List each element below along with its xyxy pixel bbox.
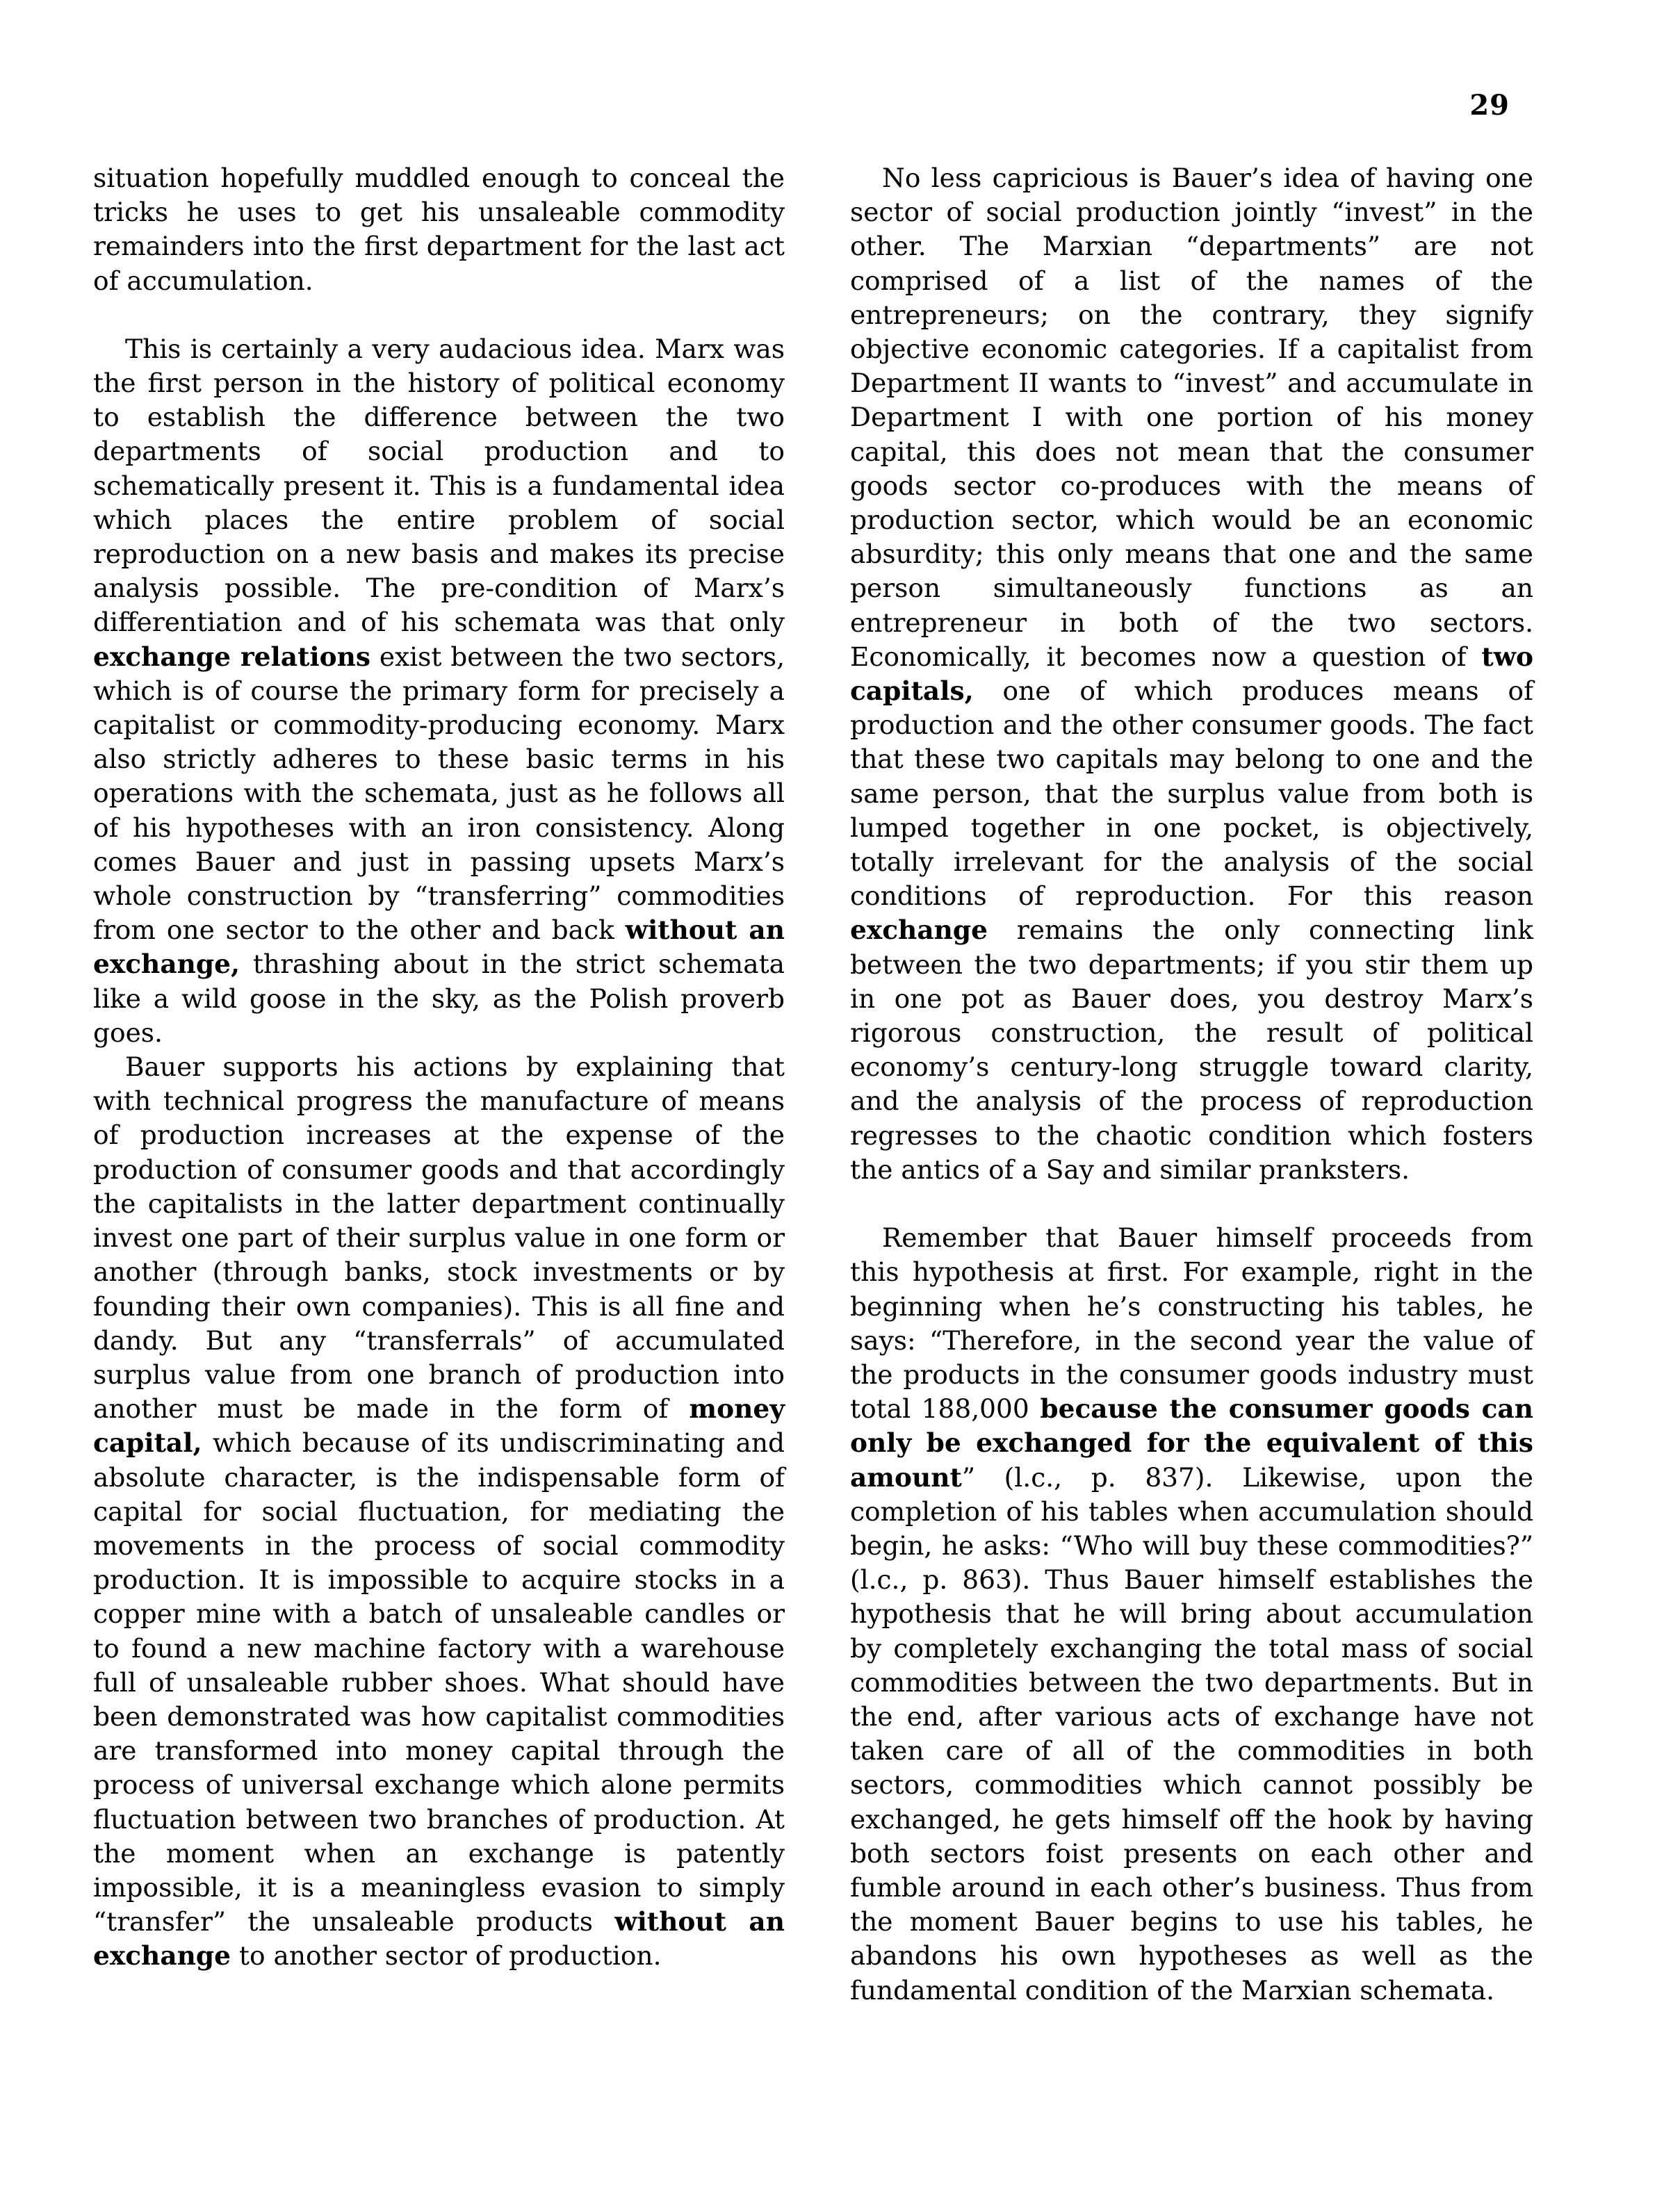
left-column xyxy=(93,161,785,1974)
bold-text-run: exchange xyxy=(850,915,988,946)
page-number: 29 xyxy=(1469,89,1510,122)
text-run: Bauer supports his actions by explaining that with technical progress the manufacture of means of production increases at the expense of the production of consumer goods and that accordingly the capitalists in the latter department continually invest one part of their surplus value in one form or another (through banks, stock investments or by founding their own companies). This is all fine and dandy. But any “transferrals” of accumulated surplus value from one branch of production into another must be made in the form of xyxy=(93,1051,785,1425)
text-run: remains the only connecting link between the two departments; if you stir them up in one pot as Bauer does, you destroy Marx’s rigorous construction, the result of political economy’s century-long struggle toward clarity, and the analysis of the process of reproduction regresses to the chaotic condition which fosters the antics of a Say and similar pranksters. xyxy=(850,915,1533,1185)
bold-text-run: because the consumer goods can only be exchanged for the equivalent of this amount xyxy=(850,1393,1533,1493)
text-run: situation hopefully muddled enough to conceal the tricks he uses to get his unsaleable commodity remainders into the first department for the last act of accumulation. xyxy=(93,163,785,296)
text-run: which because of its undiscriminating and absolute character, is the indispensable form of capital for social fluctuation, for mediating the movements in the process of social commodity production. It is impossible to acquire stocks in a copper mine with a batch of unsaleable candles or to found a new machine factory with a warehouse full of unsaleable rubber shoes. What should have been demonstrated was how capitalist commodities are transformed into money capital through the process of universal exchange which alone permits fluctuation between two branches of production. At the moment when an exchange is patently impossible, it is a meaningless evasion to simply “transfer” the unsaleable products xyxy=(93,1427,785,1937)
text-run: This is certainly a very audacious idea. Marx was the first person in the history of political economy to establish the difference between the two departments of social production and to schematically present it. This is a fundamental idea which places the entire problem of social reproduction on a new basis and makes its precise analysis possible. The pre-condition of Marx’s differentiation and of his schemata was that only xyxy=(93,333,785,638)
text-run: to another sector of production. xyxy=(230,1940,662,1972)
paragraph xyxy=(93,161,785,298)
paragraph xyxy=(93,1050,785,1973)
text-run: exist between the two sectors, which is of course the primary form for precisely a capitalist or commodity-producing economy. Marx also strictly adheres to these basic terms in his operations with the schemata, just as he follows all of his hypotheses with an iron consistency. Along comes Bauer and just in passing upsets Marx’s whole construction by “transferring” commodities from one sector to the other and back xyxy=(93,641,785,946)
text-run: ” (l.c., p. 837). Likewise, upon the completion of his tables when accumulation should begin, he asks: “Who will buy these commodities?” (l.c., p. 863). Thus Bauer himself establishes the hypothesis that he will bring about accumulation by completely exchanging the total mass of social commodities between the two departments. But in the end, after various acts of exchange have not taken care of all of the commodities in both sectors, commodities which cannot possibly be exchanged, he gets himself off the hook by having both sectors foist presents on each other and fumble around in each other’s business. Thus from the moment Bauer begins to use his tables, he abandons his own hypotheses as well as the fundamental condition of the Marxian schemata. xyxy=(850,1461,1533,2006)
bold-text-run: money capital, xyxy=(93,1393,785,1459)
bold-text-run: without an exchange, xyxy=(93,915,785,980)
paragraph xyxy=(93,332,785,1050)
text-run: No less capricious is Bauer’s idea of having one sector of social production jointly “invest” in the other. The Marxian “departments” are not comprised of a list of the names of the entrepreneurs; on the contrary, they signify objective economic categories. If a capitalist from Department II wants to “invest” and accumulate in Department I with one portion of his money capital, this does not mean that the consumer goods sector co-produces with the means of production sector, which would be an economic absurdity; this only means that one and the same person simultaneously functions as an entrepreneur in both of the two sectors. Economically, it becomes now a question of xyxy=(850,163,1533,672)
text-run: thrashing about in the strict schemata like a wild goose in the sky, as the Polish proverb goes. xyxy=(93,949,785,1048)
paragraph xyxy=(850,1221,1533,2008)
right-column xyxy=(850,161,1533,2008)
paragraph xyxy=(850,161,1533,1187)
bold-text-run: two capitals, xyxy=(850,641,1533,707)
bold-text-run: without an exchange xyxy=(93,1906,785,1972)
text-run: one of which produces means of production and the other consumer goods. The fact that these two capitals may belong to one and the same person, that the surplus value from both is lumped together in one pocket, is objectively, totally irrelevant for the analysis of the social conditions of reproduction. For this reason xyxy=(850,675,1533,912)
bold-text-run: exchange relations xyxy=(93,641,371,672)
text-run: Remember that Bauer himself proceeds from this hypothesis at first. For example, right in the beginning when he’s constructing his tables, he says: “Therefore, in the second year the value of the products in the consumer goods industry must total 188,000 xyxy=(850,1222,1533,1425)
